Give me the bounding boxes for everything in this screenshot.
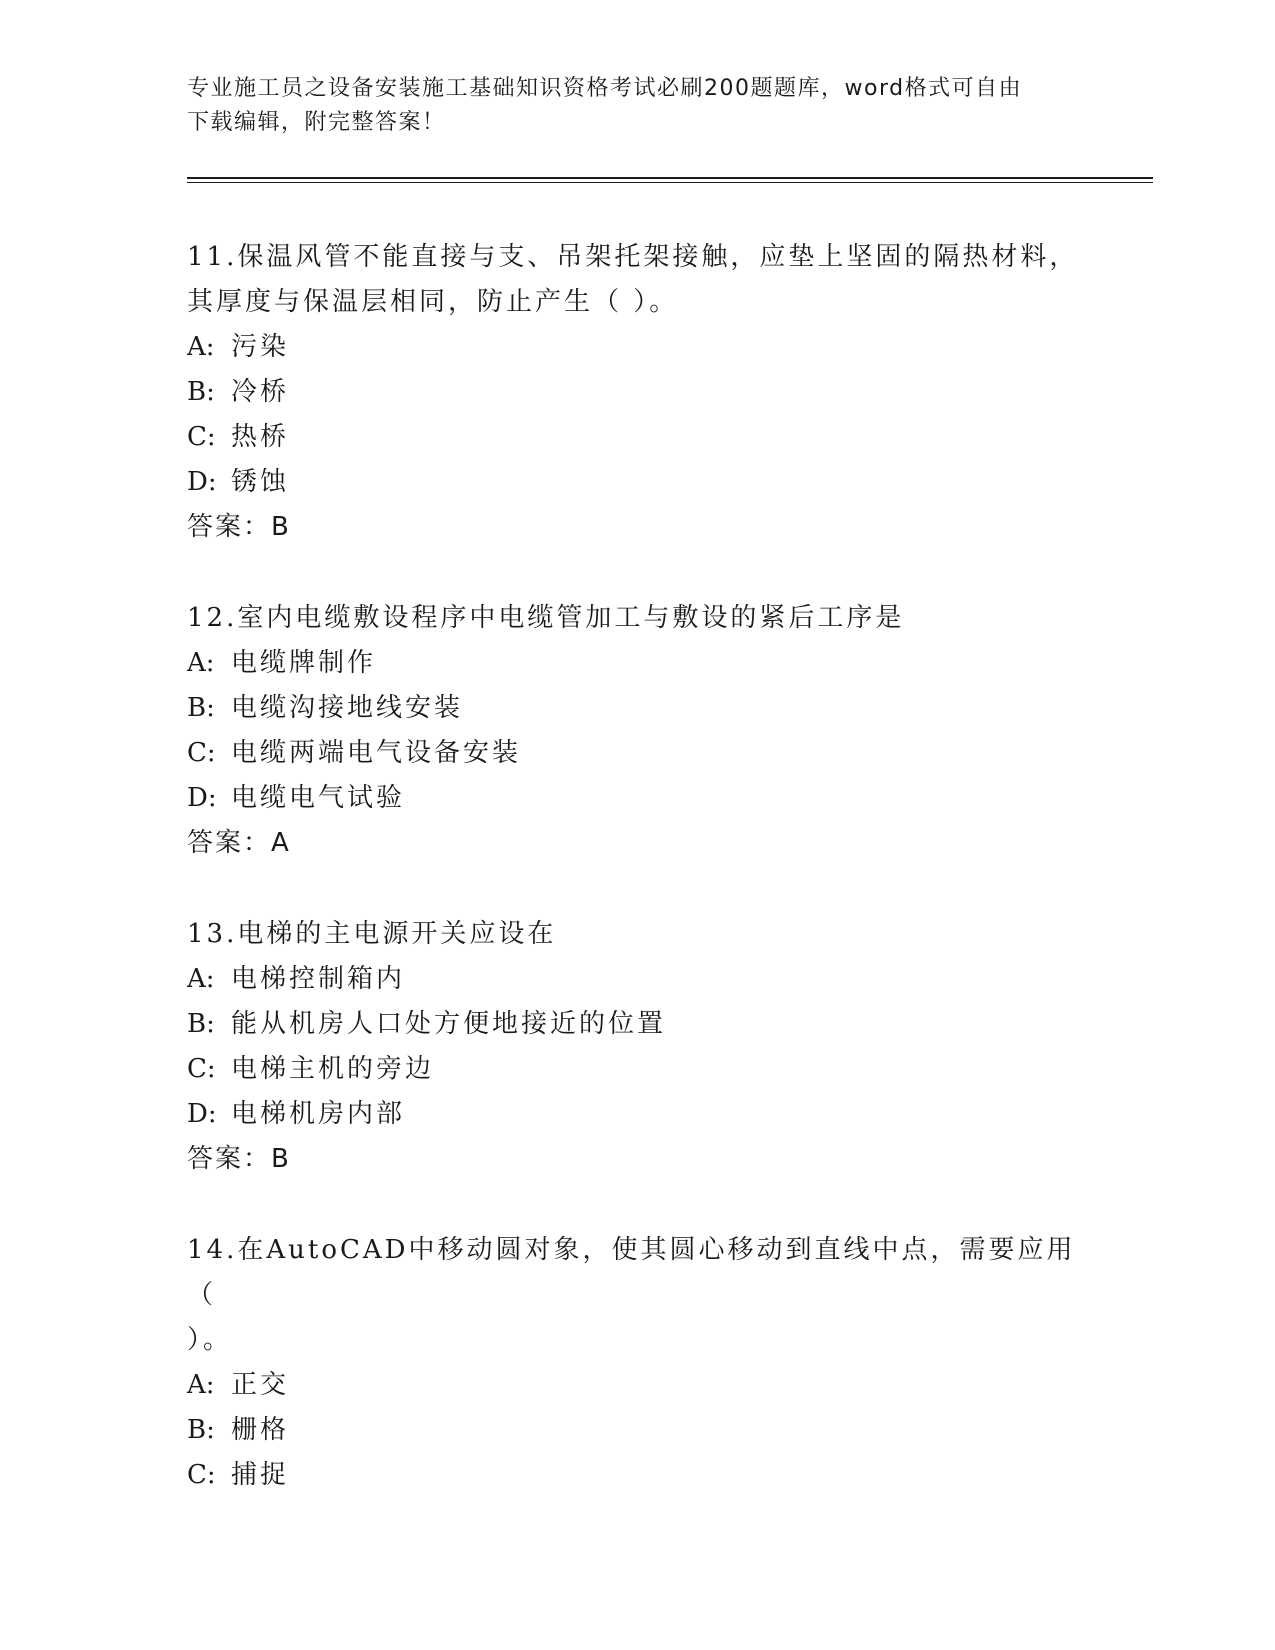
option-letter: B: — [187, 693, 215, 723]
option-b — [187, 686, 1087, 731]
option-a — [187, 641, 1087, 686]
option-letter: A: — [187, 964, 215, 994]
option-text: 热桥 — [231, 422, 290, 452]
option-letter: A: — [187, 1370, 215, 1400]
question-14 — [187, 1228, 1087, 1498]
option-text: 锈蚀 — [231, 467, 290, 497]
header-divider-thin — [187, 182, 1153, 183]
option-text: 电梯控制箱内 — [231, 964, 406, 994]
option-text: 电梯主机的旁边 — [231, 1054, 435, 1084]
option-letter: B: — [187, 1415, 215, 1445]
question-13 — [187, 912, 1087, 1182]
option-b — [187, 1408, 1087, 1453]
option-c — [187, 731, 1087, 776]
header-line-2: 下载编辑，附完整答案！ — [187, 110, 446, 135]
option-letter: A: — [187, 332, 215, 362]
option-d — [187, 776, 1087, 821]
question-stem-line: 其厚度与保温层相同，防止产生（ ）。 — [187, 287, 679, 317]
option-letter: C: — [187, 1054, 216, 1084]
question-list — [187, 235, 1087, 1544]
option-letter: D: — [187, 467, 217, 497]
question-stem-line: 11.保温风管不能直接与支、吊架托架接触，应垫上坚固的隔热材料， — [187, 242, 1079, 272]
option-text: 栅格 — [231, 1415, 290, 1445]
option-text: 能从机房人口处方便地接近的位置 — [231, 1009, 667, 1039]
question-stem-line: 12.室内电缆敷设程序中电缆管加工与敷设的紧后工序是 — [187, 603, 905, 633]
option-b — [187, 370, 1087, 415]
option-letter: C: — [187, 422, 216, 452]
option-a — [187, 957, 1087, 1002]
option-c — [187, 1453, 1087, 1498]
option-text: 污染 — [231, 332, 290, 362]
option-b — [187, 1002, 1087, 1047]
question-stem-line: 14.在AutoCAD中移动圆对象，使其圆心移动到直线中点，需要应用（ — [187, 1235, 1076, 1310]
option-text: 捕捉 — [231, 1460, 290, 1490]
option-text: 电梯机房内部 — [231, 1099, 406, 1129]
document-header — [187, 72, 1067, 140]
header-line-1: 专业施工员之设备安装施工基础知识资格考试必刷200题题库，word格式可自由 — [187, 76, 1023, 101]
option-text: 电缆牌制作 — [231, 648, 377, 678]
option-letter: D: — [187, 783, 217, 813]
option-letter: C: — [187, 738, 216, 768]
option-letter: B: — [187, 377, 215, 407]
option-text: 电缆两端电气设备安装 — [231, 738, 522, 768]
option-letter: B: — [187, 1009, 215, 1039]
option-d — [187, 460, 1087, 505]
question-stem-line: 13.电梯的主电源开关应设在 — [187, 919, 557, 949]
option-c — [187, 415, 1087, 460]
option-text: 电缆电气试验 — [231, 783, 406, 813]
question-stem-line: ）。 — [187, 1325, 233, 1355]
question-11 — [187, 235, 1087, 550]
option-text: 正交 — [231, 1370, 290, 1400]
option-text: 冷桥 — [231, 377, 290, 407]
option-letter: D: — [187, 1099, 217, 1129]
option-letter: A: — [187, 648, 215, 678]
answer-line: 答案：A — [187, 828, 291, 858]
header-divider-thick — [187, 177, 1153, 179]
option-d — [187, 1092, 1087, 1137]
option-text: 电缆沟接地线安装 — [231, 693, 464, 723]
answer-line: 答案：B — [187, 512, 291, 542]
option-a — [187, 325, 1087, 370]
question-12 — [187, 596, 1087, 866]
answer-line: 答案：B — [187, 1144, 291, 1174]
option-a — [187, 1363, 1087, 1408]
option-c — [187, 1047, 1087, 1092]
option-letter: C: — [187, 1460, 216, 1490]
